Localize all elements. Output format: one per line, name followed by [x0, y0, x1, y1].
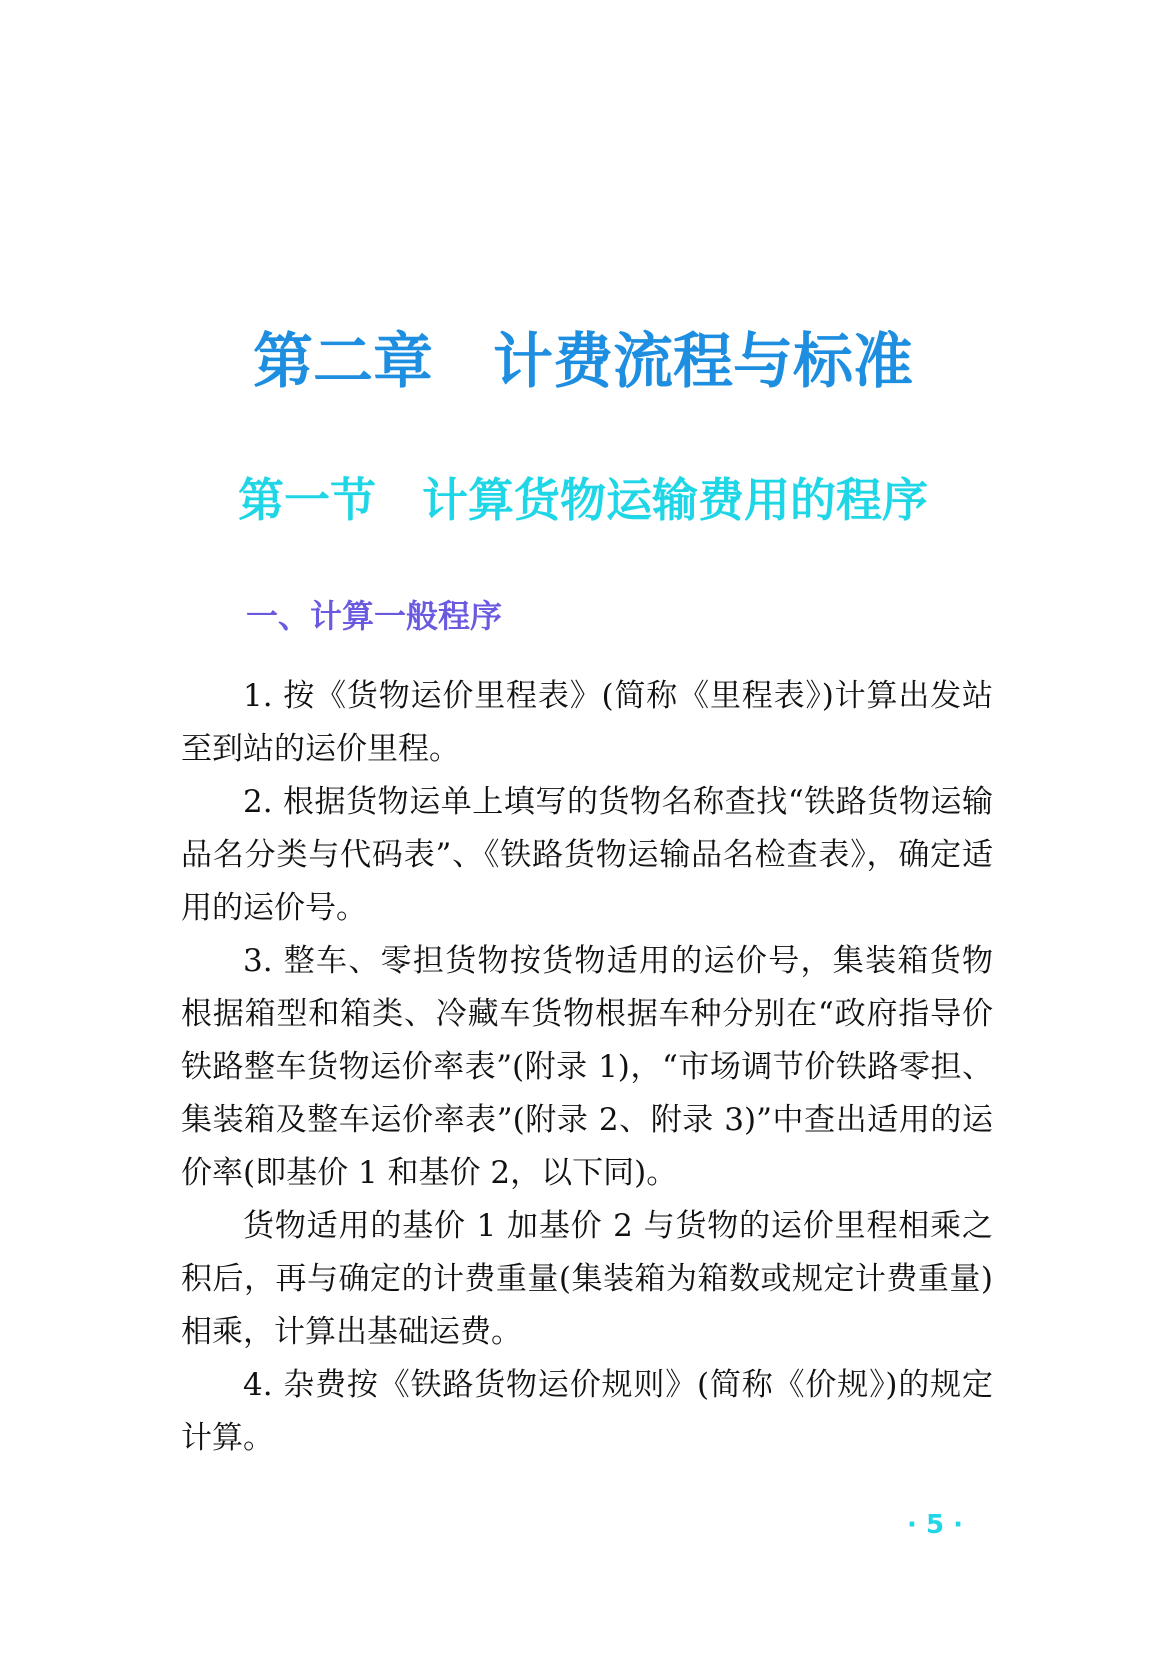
- paragraph-3: 3. 整车、零担货物按货物适用的运价号，集装箱货物根据箱型和箱类、冷藏车货物根据车种分别在“政府指导价铁路整车货物运价率表”(附录 1)，“市场调节价铁路零担、集装箱及整车运价率表”(附录 2、附录 3)”中查出适用的运价率(即基价 1 和基价 2，以下同)。: [181, 943, 993, 1191]
- subsection-title: 一、计算一般程序: [246, 597, 503, 635]
- paragraph-4: 货物适用的基价 1 加基价 2 与货物的运价里程相乘之积后，再与确定的计费重量(集装箱为箱数或规定计费重量)相乘，计算出基础运费。: [181, 1208, 993, 1350]
- paragraph-1: 1. 按《货物运价里程表》(简称《里程表》)计算出发站至到站的运价里程。: [181, 678, 993, 767]
- paragraph-5: 4. 杂费按《铁路货物运价规则》(简称《价规》)的规定计算。: [181, 1367, 993, 1456]
- page-number: · 5 ·: [907, 1510, 963, 1540]
- body-text: [181, 670, 993, 1465]
- chapter-title: 第二章 计费流程与标准: [253, 327, 913, 397]
- paragraph-2: 2. 根据货物运单上填写的货物名称查找“铁路货物运输品名分类与代码表”、《铁路货物运输品名检查表》，确定适用的运价号。: [181, 784, 993, 926]
- section-title: 第一节 计算货物运输费用的程序: [238, 473, 928, 527]
